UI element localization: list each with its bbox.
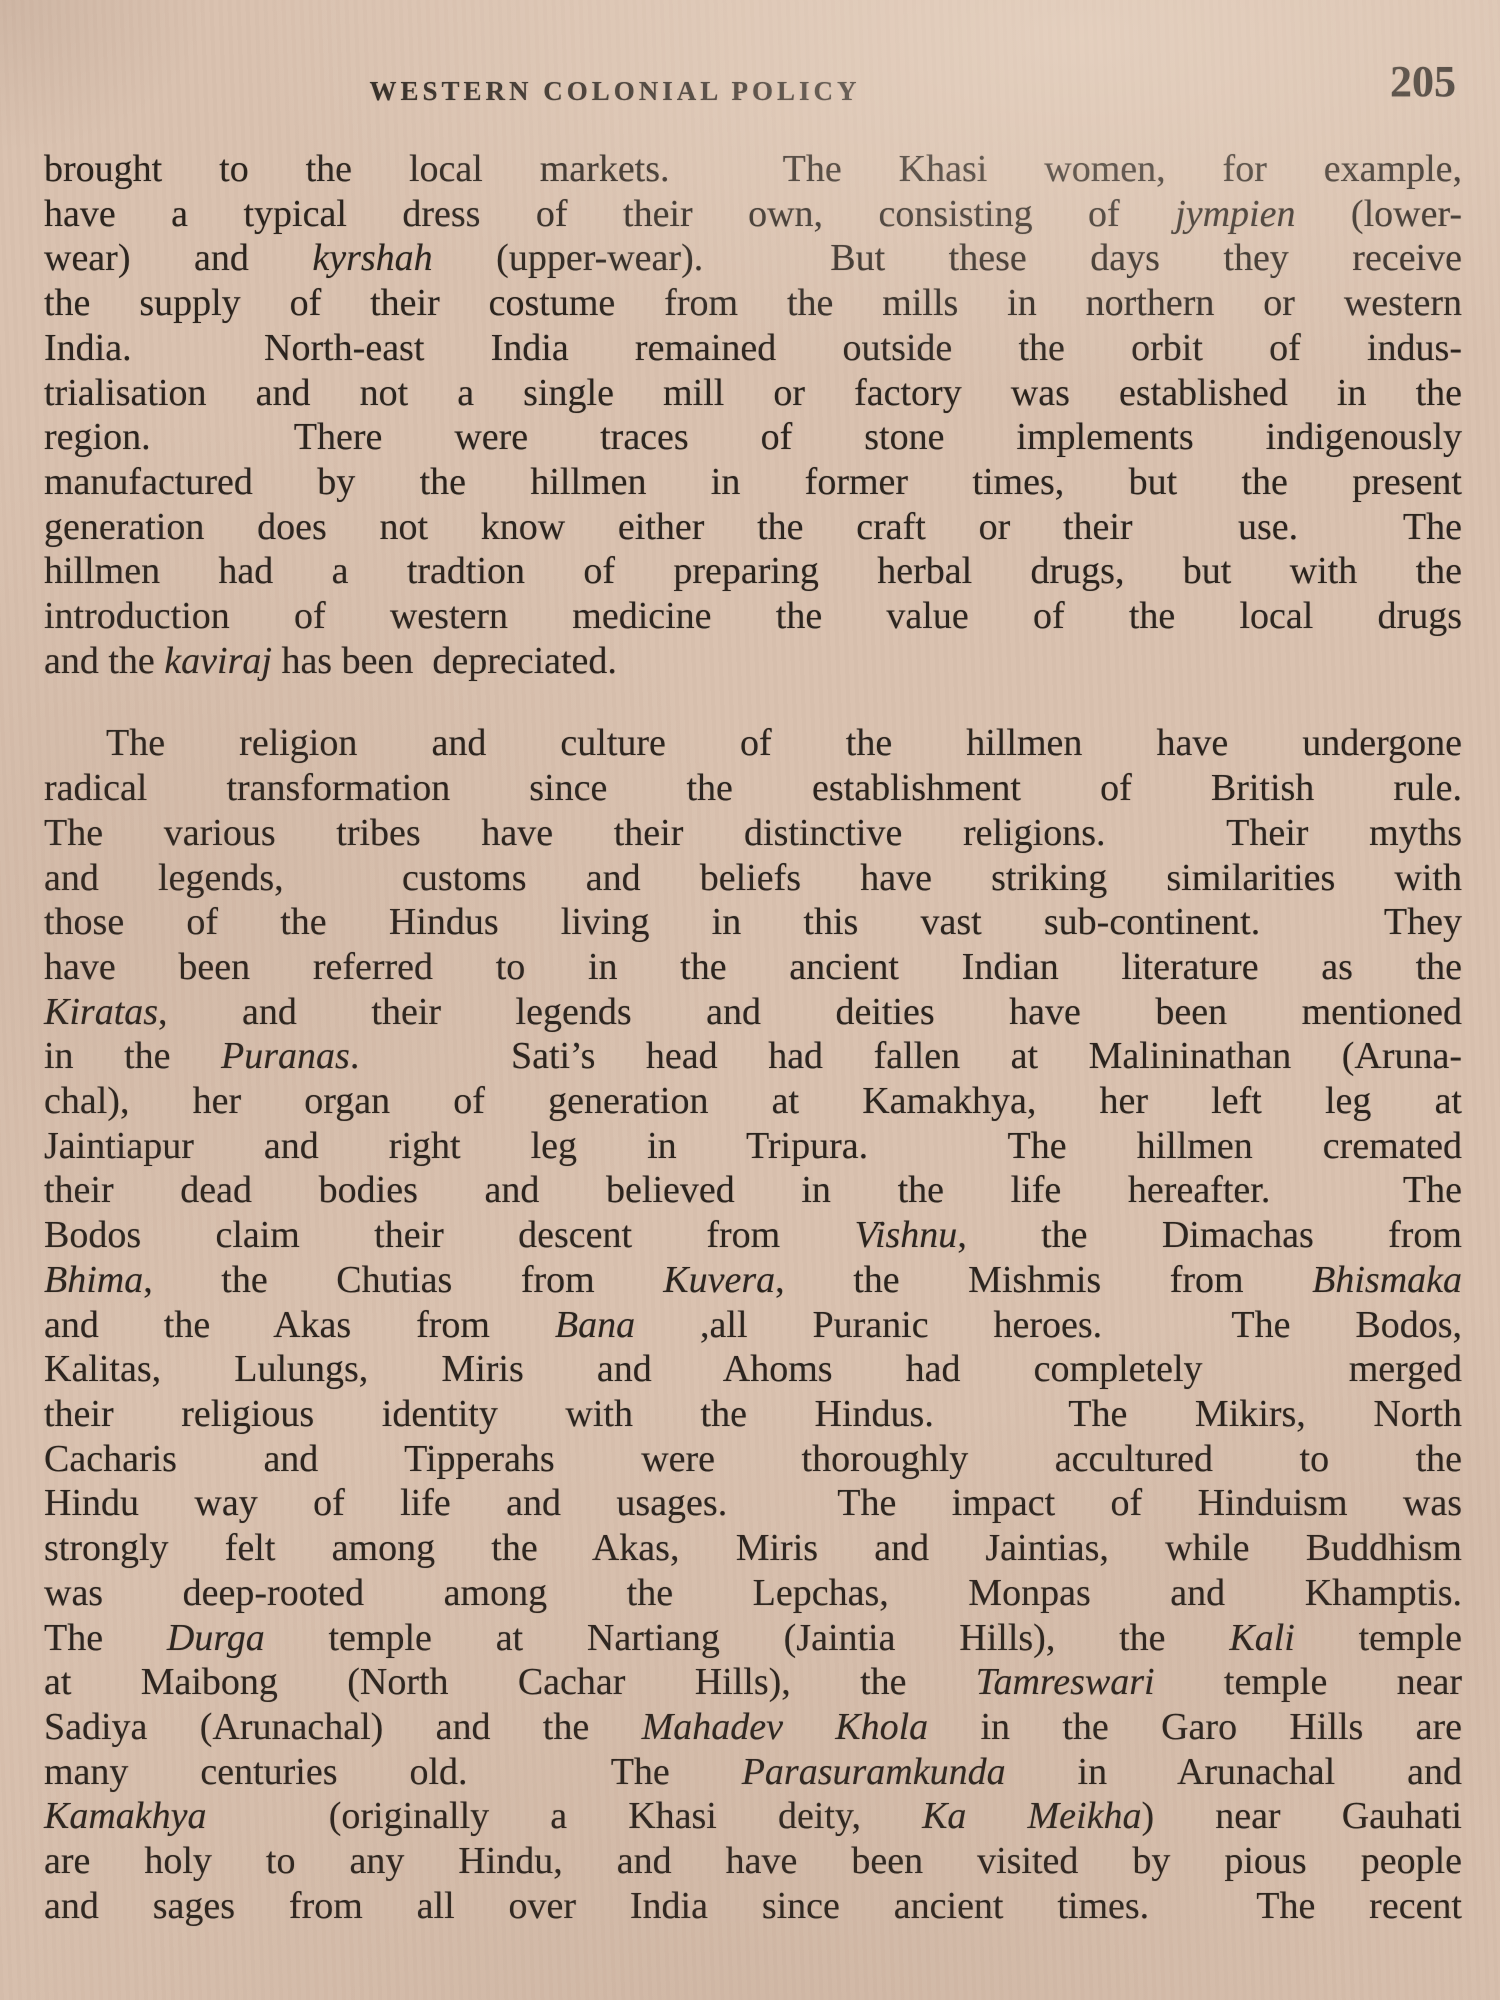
text-line: Sadiya (Arunachal) and the Mahadev Khola in the Garo Hills are	[44, 1705, 1463, 1748]
text-line: many centuries old. The Parasuramkunda in Arunachal and	[44, 1750, 1462, 1793]
text-line: are holy to any Hindu, and have been visited by pious people	[44, 1840, 1462, 1883]
text-line: Kamakhya (originally a Khasi deity, Ka Meikha) near Gauhati	[44, 1795, 1462, 1838]
text-line: strongly felt among the Akas, Miris and Jaintias, while Buddhism	[44, 1527, 1462, 1570]
italic-term: Kamakhya	[44, 1795, 207, 1838]
text-line: and legends, customs and beliefs have striking similarities with	[44, 856, 1462, 899]
italic-term: Bhismaka	[1312, 1258, 1463, 1301]
text-line: those of the Hindus living in this vast sub-continent. They	[44, 901, 1462, 944]
text-line: chal), her organ of generation at Kamakhya, her left leg at	[44, 1080, 1462, 1123]
italic-term: Kiratas	[44, 990, 159, 1033]
text-line: and the kaviraj has been depreciated.	[44, 639, 617, 682]
text-line: Cacharis and Tipperahs were thoroughly accultured to the	[44, 1437, 1462, 1480]
text-line: Kalitas, Lulungs, Miris and Ahoms had completely merged	[44, 1348, 1462, 1391]
italic-term: Ka Meikha	[922, 1795, 1142, 1838]
paragraph	[44, 147, 1462, 683]
text-line: have been referred to in the ancient Indian literature as the	[44, 945, 1462, 988]
running-title: WESTERN COLONIAL POLICY	[369, 76, 861, 106]
text-line: trialisation and not a single mill or factory was established in the	[44, 371, 1462, 414]
text-line: The various tribes have their distinctive religions. Their myths	[44, 811, 1462, 854]
italic-term: Kali	[1229, 1616, 1295, 1659]
italic-term: Kuvera	[663, 1258, 776, 1301]
text-line: The religion and culture of the hillmen have undergone	[106, 722, 1462, 765]
text-line: and sages from all over India since ancient times. The recent	[44, 1884, 1462, 1927]
italic-term: Puranas	[221, 1035, 350, 1078]
text-line: generation does not know either the craft or their use. The	[44, 505, 1462, 548]
text-line: was deep-rooted among the Lepchas, Monpas and Khamptis.	[44, 1571, 1462, 1614]
text-line: Kiratas, and their legends and deities have been mentioned	[44, 990, 1462, 1033]
text-line: Hindu way of life and usages. The impact of Hinduism was	[44, 1482, 1462, 1525]
italic-term: kyrshah	[312, 237, 433, 280]
text-line: have a typical dress of their own, consisting of jympien (lower-	[44, 192, 1462, 235]
page-number: 205	[1390, 57, 1456, 106]
text-line: India. North-east India remained outside the orbit of indus-	[44, 326, 1462, 369]
text-line: Jaintiapur and right leg in Tripura. The hillmen cremated	[44, 1124, 1462, 1167]
text-line: their dead bodies and believed in the life hereafter. The	[44, 1169, 1462, 1212]
text-line: Bhima, the Chutias from Kuvera, the Mishmis from Bhismaka	[44, 1258, 1463, 1301]
italic-term: Parasuramkunda	[741, 1750, 1006, 1793]
italic-term: jympien	[1175, 192, 1296, 235]
italic-term: Vishnu	[854, 1214, 958, 1257]
text-line: and the Akas from Bana ,all Puranic heroes. The Bodos,	[44, 1303, 1463, 1346]
italic-term: Bhima	[44, 1258, 144, 1301]
text-line: brought to the local markets. The Khasi women, for example,	[44, 148, 1462, 190]
text-line: the supply of their costume from the mills in northern or western	[44, 282, 1462, 325]
text-line: The Durga temple at Nartiang (Jaintia Hills), the Kali temple	[44, 1616, 1463, 1659]
text-line: introduction of western medicine the value of the local drugs	[44, 595, 1462, 638]
italic-term: Mahadev Khola	[641, 1705, 929, 1748]
page-header	[0, 57, 1500, 120]
text-line: radical transformation since the establishment of British rule.	[44, 767, 1462, 810]
text-line: their religious identity with the Hindus. The Mikirs, North	[44, 1392, 1462, 1435]
page-text	[44, 147, 1462, 1928]
text-line: manufactured by the hillmen in former times, but the present	[44, 460, 1462, 503]
text-line: hillmen had a tradtion of preparing herbal drugs, but with the	[44, 550, 1462, 593]
text-line: Bodos claim their descent from Vishnu, the Dimachas from	[44, 1214, 1462, 1257]
text-line: wear) and kyrshah (upper-wear). But these days they receive	[44, 237, 1462, 280]
paragraph	[44, 721, 1462, 1928]
italic-term: Bana	[554, 1303, 636, 1346]
italic-term: Durga	[166, 1616, 265, 1659]
italic-term: Tamreswari	[975, 1661, 1155, 1704]
text-line: region. There were traces of stone implements indigenously	[44, 416, 1462, 459]
text-line: at Maibong (North Cachar Hills), the Tamreswari temple near	[44, 1661, 1462, 1704]
text-line: in the Puranas. Sati’s head had fallen at Malininathan (Aruna-	[44, 1035, 1462, 1078]
italic-term: kaviraj	[164, 639, 272, 682]
